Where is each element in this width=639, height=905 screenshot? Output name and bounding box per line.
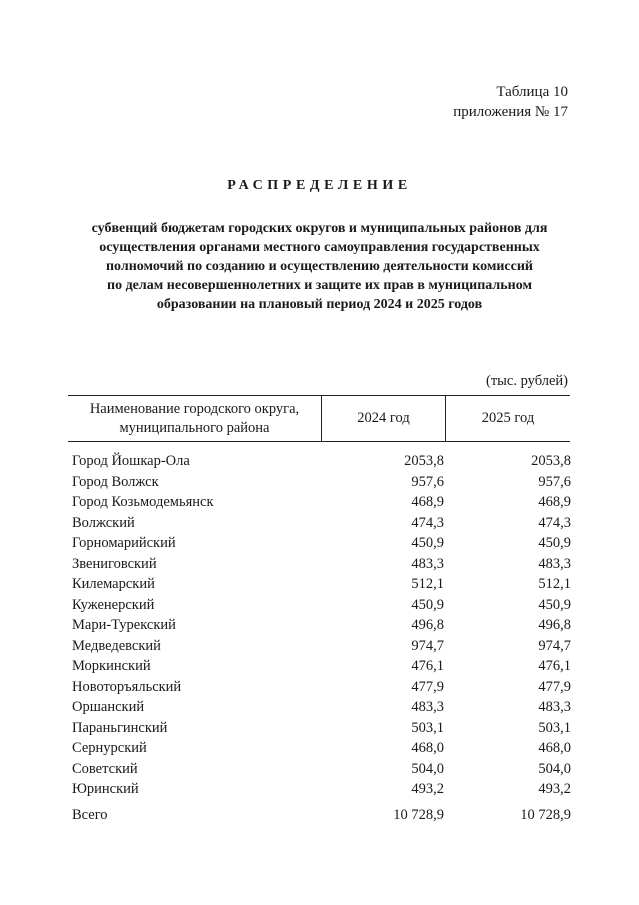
row-value-2024: 493,2 <box>411 781 444 797</box>
table-row <box>72 554 572 575</box>
row-name: Юринский <box>72 781 139 797</box>
row-value-2025: 468,9 <box>538 494 571 510</box>
row-value-2024: 450,9 <box>411 535 444 551</box>
row-value-2024: 503,1 <box>411 719 444 736</box>
row-value-2025: 450,9 <box>538 535 571 551</box>
row-value-2025: 483,3 <box>538 699 571 715</box>
row-value-2025: 476,1 <box>538 658 571 674</box>
appendix-number: приложения № 17 <box>453 104 568 120</box>
table-row <box>72 738 572 759</box>
row-value-2024: 512,1 <box>411 576 444 592</box>
units-label: (тыс. рублей) <box>486 373 568 389</box>
row-name: Город Йошкар-Ола <box>72 453 190 469</box>
table-number-label <box>453 82 568 122</box>
row-name: Куженерский <box>72 596 155 613</box>
row-value-2025: 450,9 <box>538 596 571 613</box>
row-value-2025: 483,3 <box>538 555 571 572</box>
row-value-2024: 496,8 <box>411 617 444 633</box>
row-value-2025: 503,1 <box>538 719 571 736</box>
row-value-2024: 476,1 <box>411 658 444 674</box>
row-value-2024: 468,0 <box>411 740 444 756</box>
row-name: Город Волжск <box>72 473 159 490</box>
row-value-2024: 483,3 <box>411 555 444 572</box>
row-value-2025: 2053,8 <box>531 453 571 469</box>
row-value-2025: 468,0 <box>538 740 571 756</box>
row-name: Новоторъяльский <box>72 678 182 695</box>
table-row <box>72 595 572 616</box>
subtitle-line: по делам несовершеннолетних и защите их прав в муниципальном <box>107 278 532 293</box>
row-name: Медведевский <box>72 637 161 654</box>
table-row <box>72 513 572 534</box>
row-name: Моркинский <box>72 658 151 674</box>
row-value-2025: 496,8 <box>538 617 571 633</box>
column-header-2024: 2024 год <box>322 396 446 441</box>
total-row <box>72 805 572 826</box>
table-row <box>72 533 572 554</box>
row-name: Мари-Турекский <box>72 617 176 633</box>
subtitle-line: субвенций бюджетам городских округов и муниципальных районов для <box>91 221 548 236</box>
total-2024: 10 728,9 <box>393 807 444 823</box>
document-subtitle <box>40 219 599 314</box>
row-name: Волжский <box>72 514 135 531</box>
row-name: Город Козьмодемьянск <box>72 494 214 510</box>
row-name: Килемарский <box>72 576 155 592</box>
row-value-2024: 477,9 <box>411 678 444 695</box>
subtitle-line: образовании на плановый период 2024 и 2025 годов <box>156 297 483 312</box>
row-value-2025: 504,0 <box>538 760 571 777</box>
row-value-2024: 957,6 <box>411 473 444 490</box>
row-value-2025: 477,9 <box>538 678 571 695</box>
row-value-2024: 450,9 <box>411 596 444 613</box>
table-row <box>72 636 572 657</box>
table-number: Таблица 10 <box>496 84 568 100</box>
row-value-2024: 483,3 <box>411 699 444 715</box>
table-row <box>72 615 572 636</box>
total-2025: 10 728,9 <box>520 807 571 823</box>
subtitle-line: осуществления органами местного самоуправления государственных <box>99 240 540 255</box>
table-row <box>72 656 572 677</box>
row-value-2025: 957,6 <box>538 473 571 490</box>
row-name: Горномарийский <box>72 535 176 551</box>
table-row <box>72 697 572 718</box>
table-row <box>72 472 572 493</box>
column-header-name-line2: муниципального района <box>119 419 270 436</box>
row-value-2024: 504,0 <box>411 760 444 777</box>
table-row <box>72 718 572 739</box>
row-value-2024: 2053,8 <box>404 453 444 469</box>
row-name: Оршанский <box>72 699 145 715</box>
column-header-name-line1: Наименование городского округа, <box>89 400 300 417</box>
row-value-2025: 493,2 <box>538 781 571 797</box>
table-row <box>72 759 572 780</box>
table-body <box>72 451 572 800</box>
row-name: Советский <box>72 760 138 777</box>
table-row <box>72 574 572 595</box>
row-value-2025: 512,1 <box>538 576 571 592</box>
row-name: Сернурский <box>72 740 147 756</box>
document-heading: РАСПРЕДЕЛЕНИЕ <box>227 178 412 193</box>
row-value-2024: 468,9 <box>411 494 444 510</box>
column-header-2025: 2025 год <box>481 410 535 426</box>
row-value-2025: 474,3 <box>538 514 571 531</box>
column-header-name <box>68 396 322 441</box>
table-row <box>72 779 572 800</box>
row-name: Параньгинский <box>72 719 168 736</box>
subtitle-line: полномочий по созданию и осуществлению деятельности комиссий <box>105 259 533 274</box>
table-row <box>72 492 572 513</box>
table-header <box>68 395 570 442</box>
row-value-2025: 974,7 <box>538 637 571 654</box>
total-label: Всего <box>72 807 108 823</box>
row-value-2024: 974,7 <box>411 637 444 654</box>
table-row <box>72 451 572 472</box>
row-value-2024: 474,3 <box>411 514 444 531</box>
row-name: Звениговский <box>72 555 157 572</box>
table-row <box>72 677 572 698</box>
